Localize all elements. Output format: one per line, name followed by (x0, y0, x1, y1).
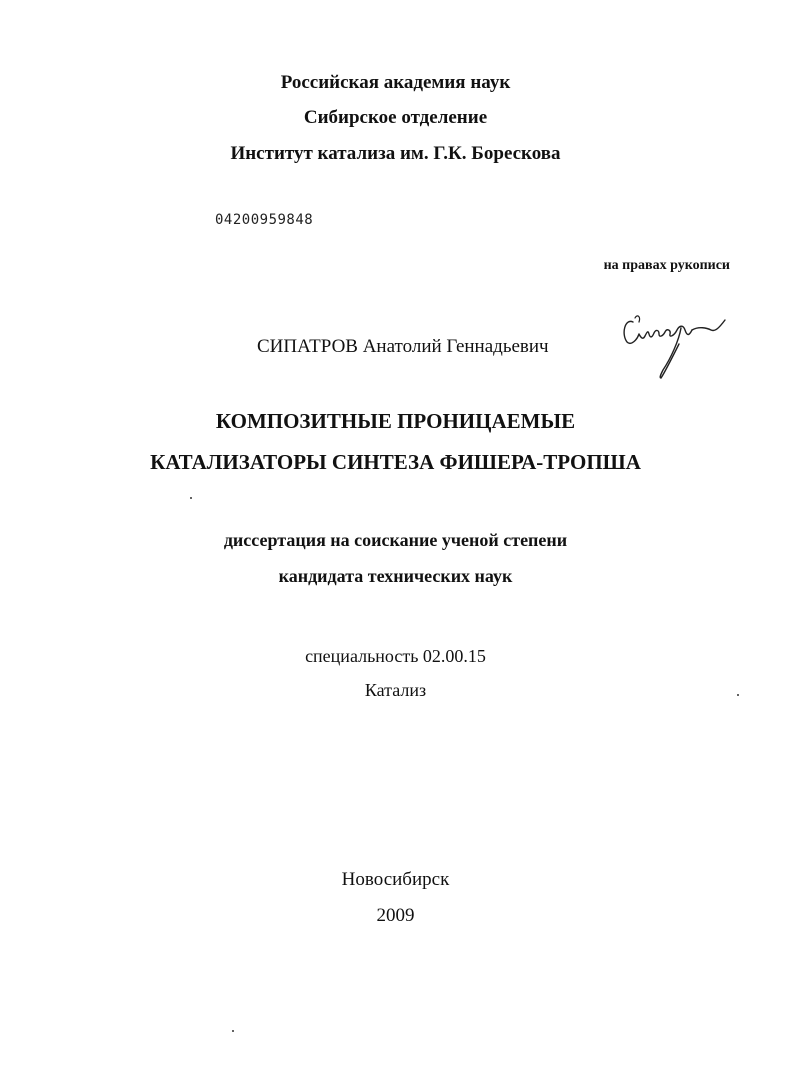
academy-name: Российская академия наук (280, 72, 511, 93)
specialty-code: специальность 02.00.15 (305, 646, 486, 666)
specialty-name: Катализ (364, 680, 427, 700)
branch-name: Сибирское отделение (303, 107, 488, 128)
thesis-title-line2: КАТАЛИЗАТОРЫ СИНТЕЗА ФИШЕРА-ТРОПША (150, 450, 641, 474)
city: Новосибирск (341, 869, 450, 890)
rights-note: на правах рукописи (603, 258, 730, 273)
scan-speck (232, 1030, 234, 1032)
degree-line2: кандидата технических наук (278, 566, 513, 586)
year: 2009 (376, 905, 415, 926)
handwritten-signature (615, 300, 735, 390)
thesis-title-line1: КОМПОЗИТНЫЕ ПРОНИЦАЕМЫЕ (215, 409, 576, 433)
scan-speck (737, 694, 739, 696)
institute-name: Институт катализа им. Г.К. Борескова (230, 143, 561, 164)
author-name: СИПАТРОВ Анатолий Геннадьевич (257, 336, 549, 357)
scan-speck (190, 497, 192, 499)
degree-line1: диссертация на соискание ученой степени (223, 530, 568, 550)
registration-code: 04200959848 (215, 212, 314, 228)
